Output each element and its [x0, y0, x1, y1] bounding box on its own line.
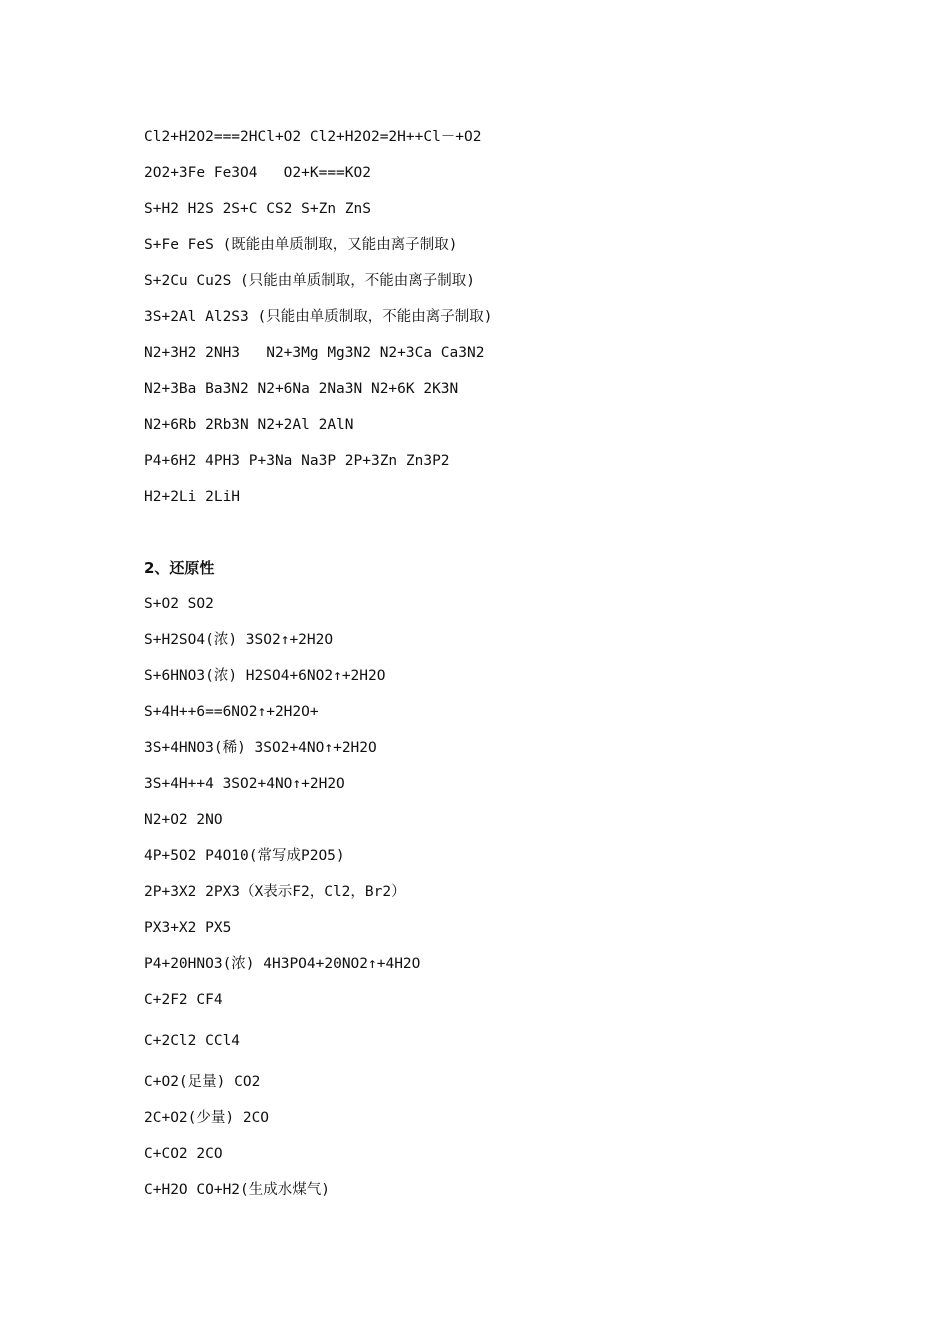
equation-line: N2+3Ba Ba3N2 N2+6Na 2Na3N N2+6K 2K3N: [144, 381, 459, 397]
equation-line: 2C+O2(少量) 2CO: [144, 1110, 270, 1126]
equation-line: H2+2Li 2LiH: [144, 489, 241, 505]
equation-line: C+H2O CO+H2(生成水煤气): [144, 1182, 330, 1198]
equation-line: S+H2 H2S 2S+C CS2 S+Zn ZnS: [144, 201, 371, 217]
equation-line: N2+O2 2NO: [144, 812, 223, 828]
equation-line: N2+3H2 2NH3 N2+3Mg Mg3N2 N2+3Ca Ca3N2: [144, 345, 485, 361]
equation-line: S+O2 SO2: [144, 596, 214, 612]
equation-line: N2+6Rb 2Rb3N N2+2Al 2AlN: [144, 417, 354, 433]
equation-line: 4P+5O2 P4O10(常写成P2O5): [144, 848, 345, 864]
equation-line: S+H2SO4(浓) 3SO2↑+2H2O: [144, 632, 334, 648]
equation-line: 2O2+3Fe Fe3O4 O2+K===KO2: [144, 165, 371, 181]
equation-line: S+6HNO3(浓) H2SO4+6NO2↑+2H2O: [144, 668, 386, 684]
section-heading: 2、还原性: [144, 559, 215, 577]
equation-line: 2P+3X2 2PX3（X表示F2，Cl2，Br2）: [144, 884, 406, 900]
equation-line: 3S+4H++4 3SO2+4NO↑+2H2O: [144, 776, 345, 792]
equation-line: C+2F2 CF4: [144, 992, 223, 1008]
equation-line: 3S+4HNO3(稀) 3SO2+4NO↑+2H2O: [144, 740, 377, 756]
equation-line: P4+20HNO3(浓) 4H3PO4+20NO2↑+4H2O: [144, 956, 421, 972]
equation-line: C+CO2 2CO: [144, 1146, 223, 1162]
equation-line: P4+6H2 4PH3 P+3Na Na3P 2P+3Zn Zn3P2: [144, 453, 450, 469]
equation-line: S+4H++6==6NO2↑+2H2O+: [144, 704, 319, 720]
equation-line: C+2Cl2 CCl4: [144, 1033, 241, 1049]
equation-line: S+2Cu Cu2S (只能由单质制取，不能由离子制取): [144, 273, 475, 289]
equation-line: S+Fe FeS (既能由单质制取，又能由离子制取): [144, 237, 458, 253]
equation-line: PX3+X2 PX5: [144, 920, 232, 936]
equation-line: Cl2+H2O2===2HCl+O2 Cl2+H2O2=2H++Cl－+O2: [144, 129, 482, 145]
equation-line: C+O2(足量) CO2: [144, 1074, 261, 1090]
equation-line: 3S+2Al Al2S3 (只能由单质制取，不能由离子制取): [144, 309, 493, 325]
